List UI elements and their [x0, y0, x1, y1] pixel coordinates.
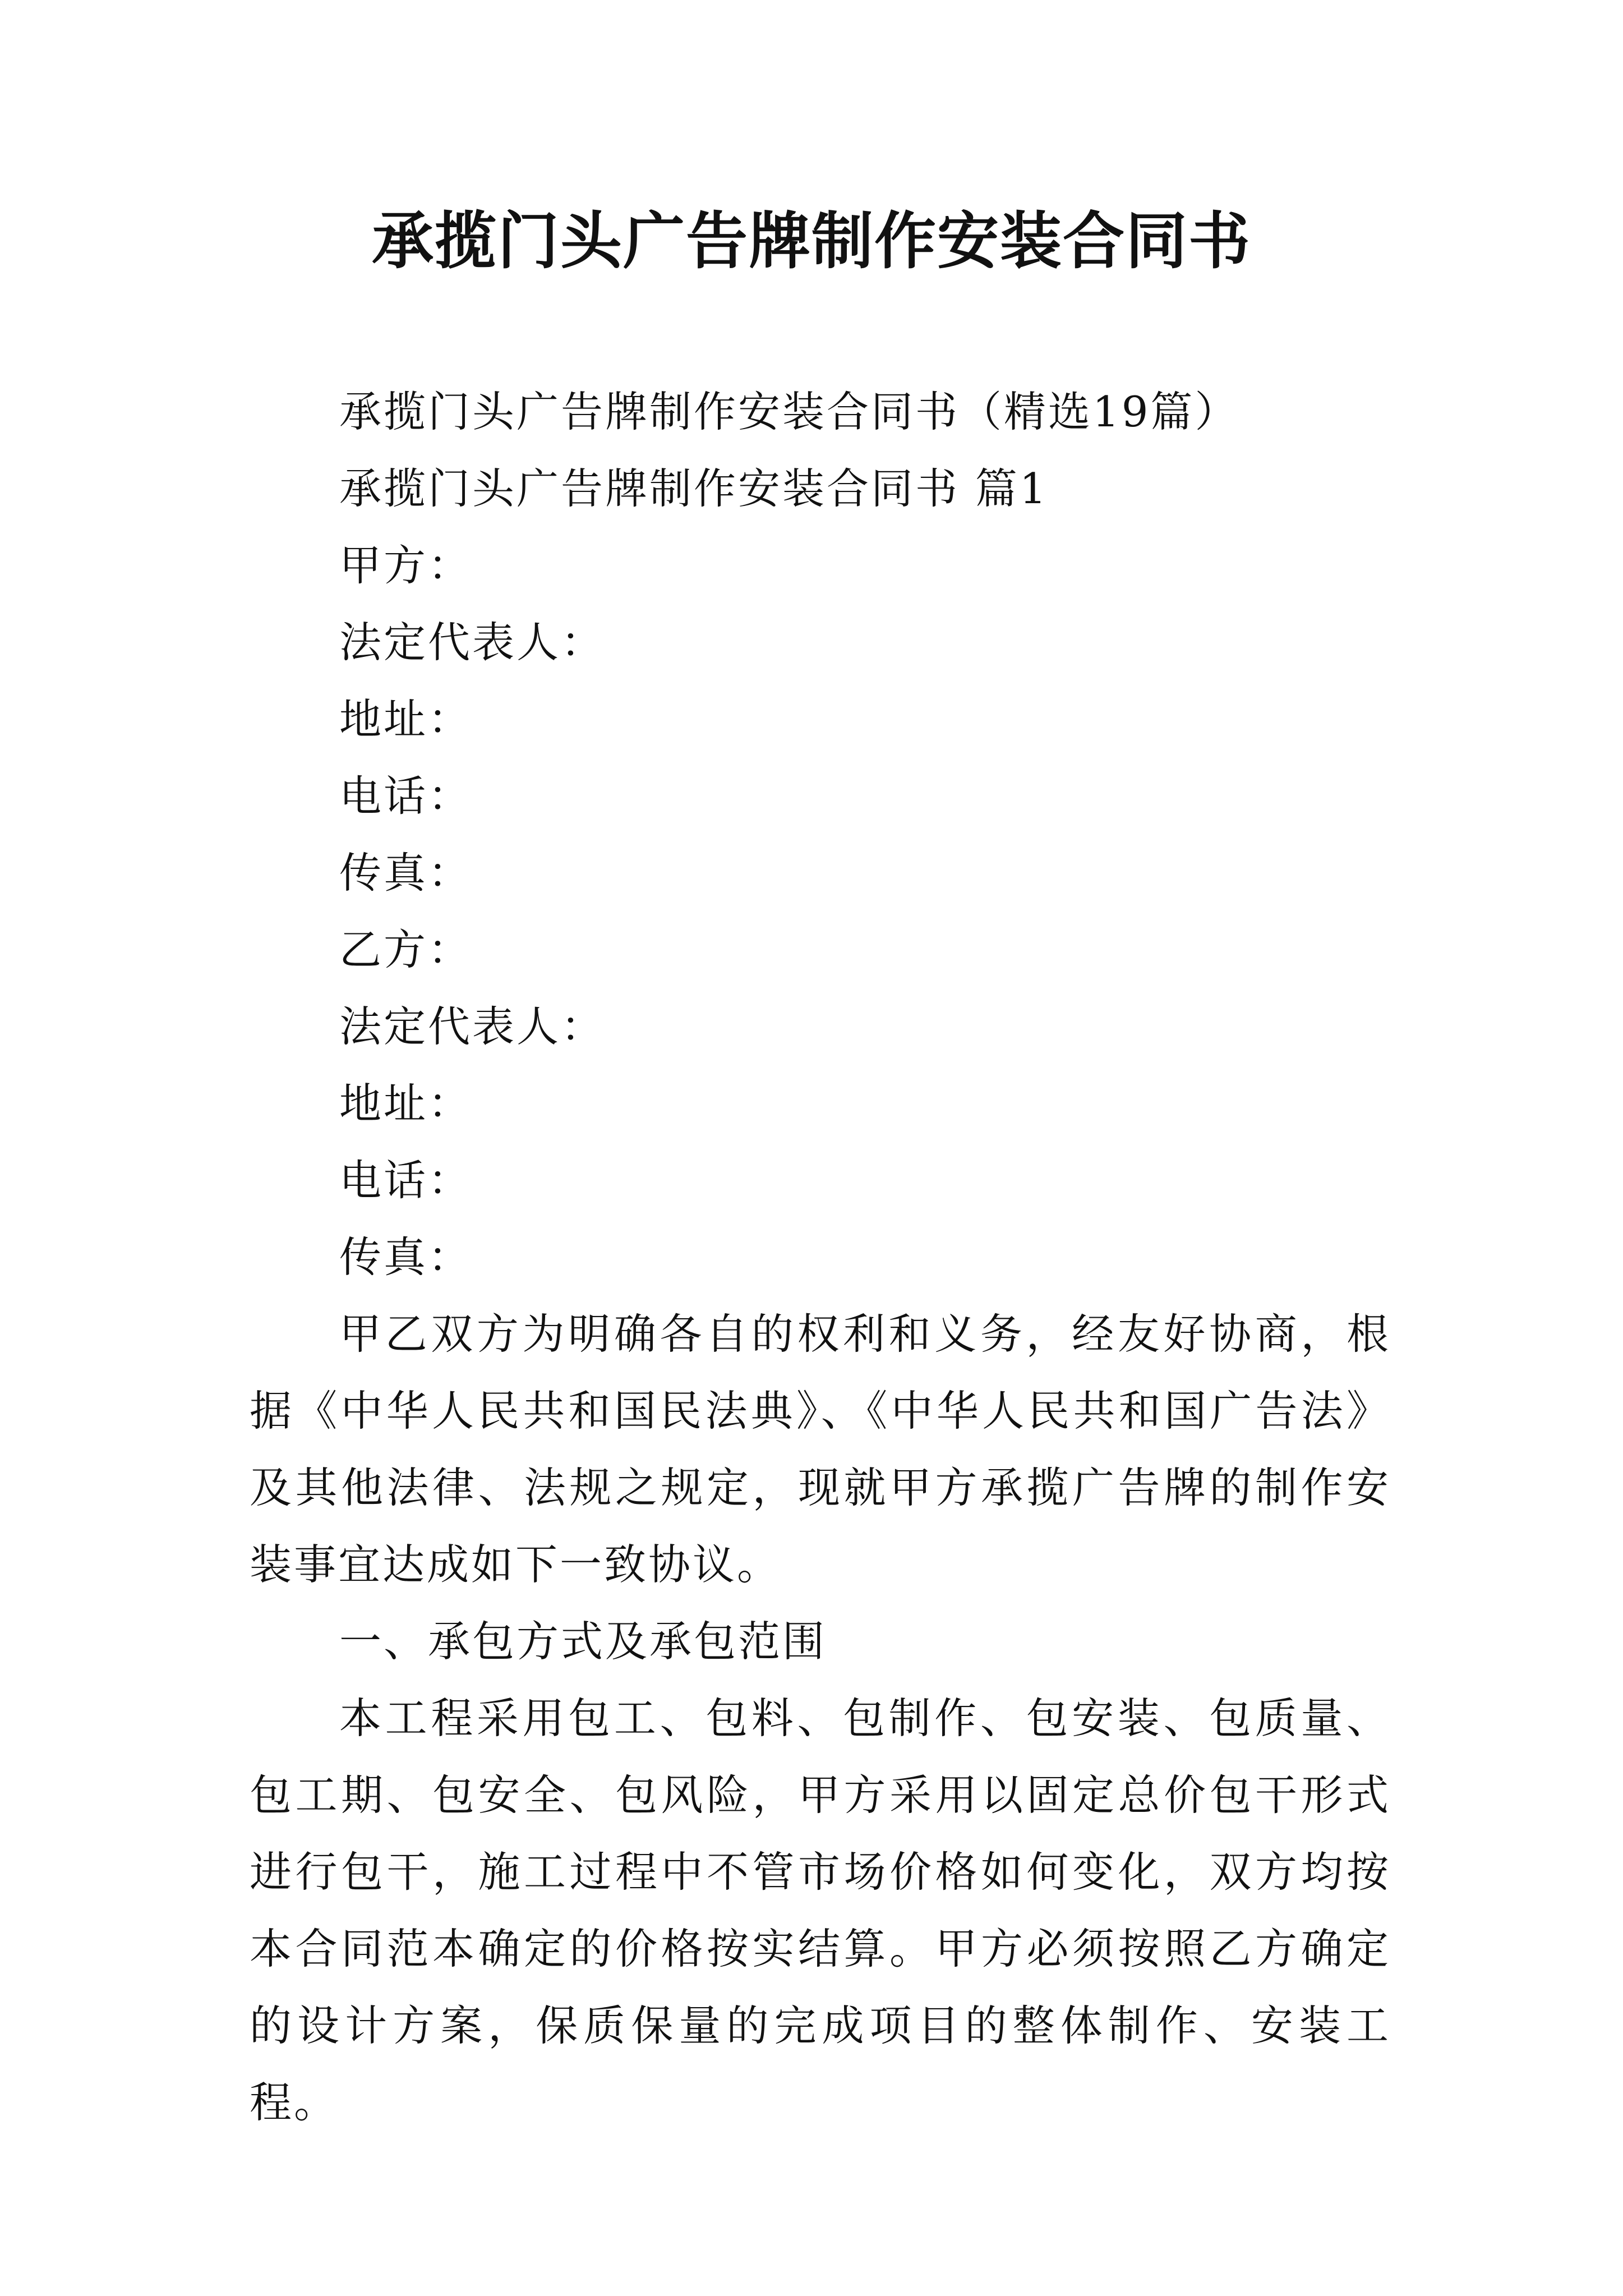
section-heading: 承揽门头广告牌制作安装合同书 篇1	[339, 464, 1049, 513]
party-a-legal-rep-label: 法定代表人：	[339, 618, 606, 667]
party-b-fax-label: 传真：	[339, 1232, 473, 1282]
party-b-legal-rep-label: 法定代表人：	[339, 1002, 606, 1051]
clause-1-heading: 一、承包方式及承包范围	[339, 1617, 827, 1666]
party-a-phone-label: 电话：	[339, 771, 473, 821]
clause-1-paragraph: 本工程采用包工、包料、包制作、包安装、包质量、包工期、包安全、包风险，甲方采用以固定总价包干形式进行包干，施工过程中不管市场价格如何变化，双方均按本合同范本确定的价格按实结算。甲方必须按照乙方确定的设计方案，保质保量的完成项目的整体制作、安装工程。	[250, 1694, 1391, 2127]
document-body	[250, 374, 1391, 2141]
party-b-label: 乙方：	[339, 925, 473, 974]
intro-paragraph: 甲乙双方为明确各自的权利和义务，经友好协商，根据《中华人民共和国民法典》、《中华人民共和国广告法》及其他法律、法规之规定，现就甲方承揽广告牌的制作安装事宜达成如下一致协议。	[250, 1309, 1391, 1589]
document-subtitle: 承揽门头广告牌制作安装合同书（精选19篇）	[339, 387, 1239, 436]
party-a-address-label: 地址：	[339, 694, 473, 744]
document-title: 承揽门头广告牌制作安装合同书	[372, 205, 1251, 277]
party-a-label: 甲方：	[339, 541, 473, 590]
party-b-phone-label: 电话：	[339, 1156, 473, 1205]
party-a-fax-label: 传真：	[339, 848, 473, 898]
party-b-address-label: 地址：	[339, 1079, 473, 1128]
